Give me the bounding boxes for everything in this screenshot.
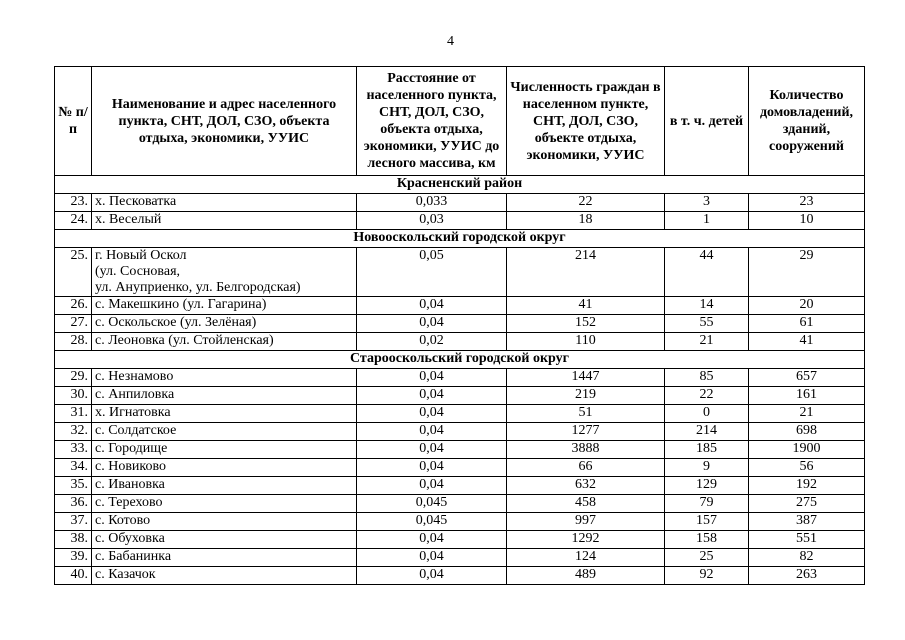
row-number-cell: 28. xyxy=(55,333,92,351)
population-cell: 3888 xyxy=(507,441,665,459)
children-cell: 22 xyxy=(665,387,749,405)
name-cell xyxy=(92,477,357,495)
table-row xyxy=(55,549,865,567)
children-cell: 1 xyxy=(665,212,749,230)
population-cell: 1277 xyxy=(507,423,665,441)
row-number-cell: 37. xyxy=(55,513,92,531)
children-cell: 14 xyxy=(665,297,749,315)
name-cell xyxy=(92,549,357,567)
section-header-row xyxy=(55,351,865,369)
distance-cell: 0,04 xyxy=(357,315,507,333)
name-line: с. Леоновка (ул. Стойленская) xyxy=(95,333,274,348)
buildings-cell: 61 xyxy=(749,315,865,333)
column-header-number: № п/п xyxy=(55,67,92,176)
row-number-cell: 30. xyxy=(55,387,92,405)
section-title: Красненский район xyxy=(55,176,865,194)
population-cell: 22 xyxy=(507,194,665,212)
population-cell: 219 xyxy=(507,387,665,405)
buildings-cell: 20 xyxy=(749,297,865,315)
section-header-row xyxy=(55,230,865,248)
distance-cell: 0,04 xyxy=(357,477,507,495)
buildings-cell: 1900 xyxy=(749,441,865,459)
table-row xyxy=(55,297,865,315)
name-cell xyxy=(92,423,357,441)
buildings-cell: 21 xyxy=(749,405,865,423)
name-line: х. Веселый xyxy=(95,212,162,227)
name-cell xyxy=(92,459,357,477)
page-number: 4 xyxy=(447,34,454,49)
children-cell: 92 xyxy=(665,567,749,585)
distance-cell: 0,04 xyxy=(357,423,507,441)
name-cell xyxy=(92,212,357,230)
children-cell: 3 xyxy=(665,194,749,212)
name-cell xyxy=(92,513,357,531)
children-cell: 157 xyxy=(665,513,749,531)
population-cell: 18 xyxy=(507,212,665,230)
population-cell: 458 xyxy=(507,495,665,513)
children-cell: 158 xyxy=(665,531,749,549)
row-number-cell: 24. xyxy=(55,212,92,230)
distance-cell: 0,04 xyxy=(357,549,507,567)
population-cell: 41 xyxy=(507,297,665,315)
row-number-cell: 26. xyxy=(55,297,92,315)
name-cell xyxy=(92,387,357,405)
table-row xyxy=(55,477,865,495)
table-row xyxy=(55,405,865,423)
row-number-cell: 29. xyxy=(55,369,92,387)
table-row xyxy=(55,459,865,477)
column-header-distance: Расстояние от населенного пункта, СНТ, ДОЛ, СЗО, объекта отдыха, экономики, УУИС до лесного массива, км xyxy=(357,67,507,176)
distance-cell: 0,04 xyxy=(357,531,507,549)
population-cell: 124 xyxy=(507,549,665,567)
table-row xyxy=(55,531,865,549)
name-line: с. Оскольское (ул. Зелёная) xyxy=(95,315,257,330)
row-number-cell: 40. xyxy=(55,567,92,585)
population-cell: 632 xyxy=(507,477,665,495)
name-line: с. Котово xyxy=(95,513,151,528)
children-cell: 44 xyxy=(665,248,749,297)
name-line: с. Анпиловка xyxy=(95,387,175,402)
table-row xyxy=(55,387,865,405)
table-body xyxy=(55,176,865,585)
row-number-cell: 33. xyxy=(55,441,92,459)
children-cell: 185 xyxy=(665,441,749,459)
distance-cell: 0,03 xyxy=(357,212,507,230)
name-line: х. Игнатовка xyxy=(95,405,171,420)
row-number-cell: 35. xyxy=(55,477,92,495)
section-title: Старооскольский городской округ xyxy=(55,351,865,369)
table-row xyxy=(55,248,865,297)
name-cell xyxy=(92,441,357,459)
table-row xyxy=(55,333,865,351)
population-cell: 214 xyxy=(507,248,665,297)
row-number-cell: 39. xyxy=(55,549,92,567)
population-cell: 51 xyxy=(507,405,665,423)
buildings-cell: 23 xyxy=(749,194,865,212)
column-header-children: в т. ч. детей xyxy=(665,67,749,176)
children-cell: 9 xyxy=(665,459,749,477)
column-header-name: Наименование и адрес населенного пункта, СНТ, ДОЛ, СЗО, объекта отдыха, экономики, УУИС xyxy=(92,67,357,176)
table-row xyxy=(55,495,865,513)
population-cell: 997 xyxy=(507,513,665,531)
row-number-cell: 23. xyxy=(55,194,92,212)
distance-cell: 0,04 xyxy=(357,297,507,315)
children-cell: 85 xyxy=(665,369,749,387)
row-number-cell: 36. xyxy=(55,495,92,513)
name-cell xyxy=(92,495,357,513)
buildings-cell: 29 xyxy=(749,248,865,297)
buildings-cell: 698 xyxy=(749,423,865,441)
name-line: (ул. Сосновая, xyxy=(95,264,181,279)
buildings-cell: 161 xyxy=(749,387,865,405)
buildings-cell: 56 xyxy=(749,459,865,477)
distance-cell: 0,045 xyxy=(357,495,507,513)
name-cell xyxy=(92,405,357,423)
distance-cell: 0,05 xyxy=(357,248,507,297)
children-cell: 79 xyxy=(665,495,749,513)
name-cell xyxy=(92,194,357,212)
distance-cell: 0,04 xyxy=(357,405,507,423)
buildings-cell: 263 xyxy=(749,567,865,585)
row-number-cell: 34. xyxy=(55,459,92,477)
name-line: г. Новый Оскол xyxy=(95,248,187,263)
name-cell xyxy=(92,297,357,315)
name-cell xyxy=(92,369,357,387)
name-cell xyxy=(92,333,357,351)
section-title: Новооскольский городской округ xyxy=(55,230,865,248)
buildings-cell: 41 xyxy=(749,333,865,351)
table-row xyxy=(55,212,865,230)
name-cell xyxy=(92,567,357,585)
children-cell: 129 xyxy=(665,477,749,495)
section-header-row xyxy=(55,176,865,194)
name-cell xyxy=(92,531,357,549)
table-row xyxy=(55,567,865,585)
population-cell: 1447 xyxy=(507,369,665,387)
buildings-cell: 657 xyxy=(749,369,865,387)
table-header xyxy=(55,67,865,176)
table-row xyxy=(55,194,865,212)
buildings-cell: 82 xyxy=(749,549,865,567)
buildings-cell: 192 xyxy=(749,477,865,495)
name-cell xyxy=(92,248,357,297)
population-cell: 152 xyxy=(507,315,665,333)
population-cell: 489 xyxy=(507,567,665,585)
buildings-cell: 275 xyxy=(749,495,865,513)
row-number-cell: 27. xyxy=(55,315,92,333)
children-cell: 55 xyxy=(665,315,749,333)
population-cell: 1292 xyxy=(507,531,665,549)
row-number-cell: 32. xyxy=(55,423,92,441)
table-row xyxy=(55,441,865,459)
name-line: с. Обуховка xyxy=(95,531,165,546)
settlements-table xyxy=(54,66,865,585)
children-cell: 0 xyxy=(665,405,749,423)
population-cell: 66 xyxy=(507,459,665,477)
name-line: с. Ивановка xyxy=(95,477,165,492)
name-line: х. Песковатка xyxy=(95,194,177,209)
distance-cell: 0,04 xyxy=(357,459,507,477)
table-row xyxy=(55,423,865,441)
buildings-cell: 551 xyxy=(749,531,865,549)
name-line: с. Бабанинка xyxy=(95,549,172,564)
buildings-cell: 10 xyxy=(749,212,865,230)
children-cell: 214 xyxy=(665,423,749,441)
distance-cell: 0,04 xyxy=(357,369,507,387)
distance-cell: 0,033 xyxy=(357,194,507,212)
table-row xyxy=(55,369,865,387)
buildings-cell: 387 xyxy=(749,513,865,531)
distance-cell: 0,045 xyxy=(357,513,507,531)
column-header-population: Численность граждан в населенном пункте, СНТ, ДОЛ, СЗО, объекте отдыха, экономики, УУИС xyxy=(507,67,665,176)
name-line: с. Новиково xyxy=(95,459,167,474)
distance-cell: 0,04 xyxy=(357,567,507,585)
population-cell: 110 xyxy=(507,333,665,351)
name-line: с. Незнамово xyxy=(95,369,174,384)
table-row xyxy=(55,315,865,333)
distance-cell: 0,02 xyxy=(357,333,507,351)
name-line: с. Терехово xyxy=(95,495,163,510)
distance-cell: 0,04 xyxy=(357,441,507,459)
name-line: с. Городище xyxy=(95,441,168,456)
name-line: с. Макешкино (ул. Гагарина) xyxy=(95,297,267,312)
row-number-cell: 25. xyxy=(55,248,92,297)
name-line: ул. Ануприенко, ул. Белгородская) xyxy=(95,280,301,295)
name-line: с. Казачок xyxy=(95,567,156,582)
distance-cell: 0,04 xyxy=(357,387,507,405)
children-cell: 25 xyxy=(665,549,749,567)
row-number-cell: 38. xyxy=(55,531,92,549)
table-row xyxy=(55,513,865,531)
name-cell xyxy=(92,315,357,333)
column-header-buildings: Количество домовладений, зданий, сооружений xyxy=(749,67,865,176)
name-line: с. Солдатское xyxy=(95,423,177,438)
row-number-cell: 31. xyxy=(55,405,92,423)
children-cell: 21 xyxy=(665,333,749,351)
